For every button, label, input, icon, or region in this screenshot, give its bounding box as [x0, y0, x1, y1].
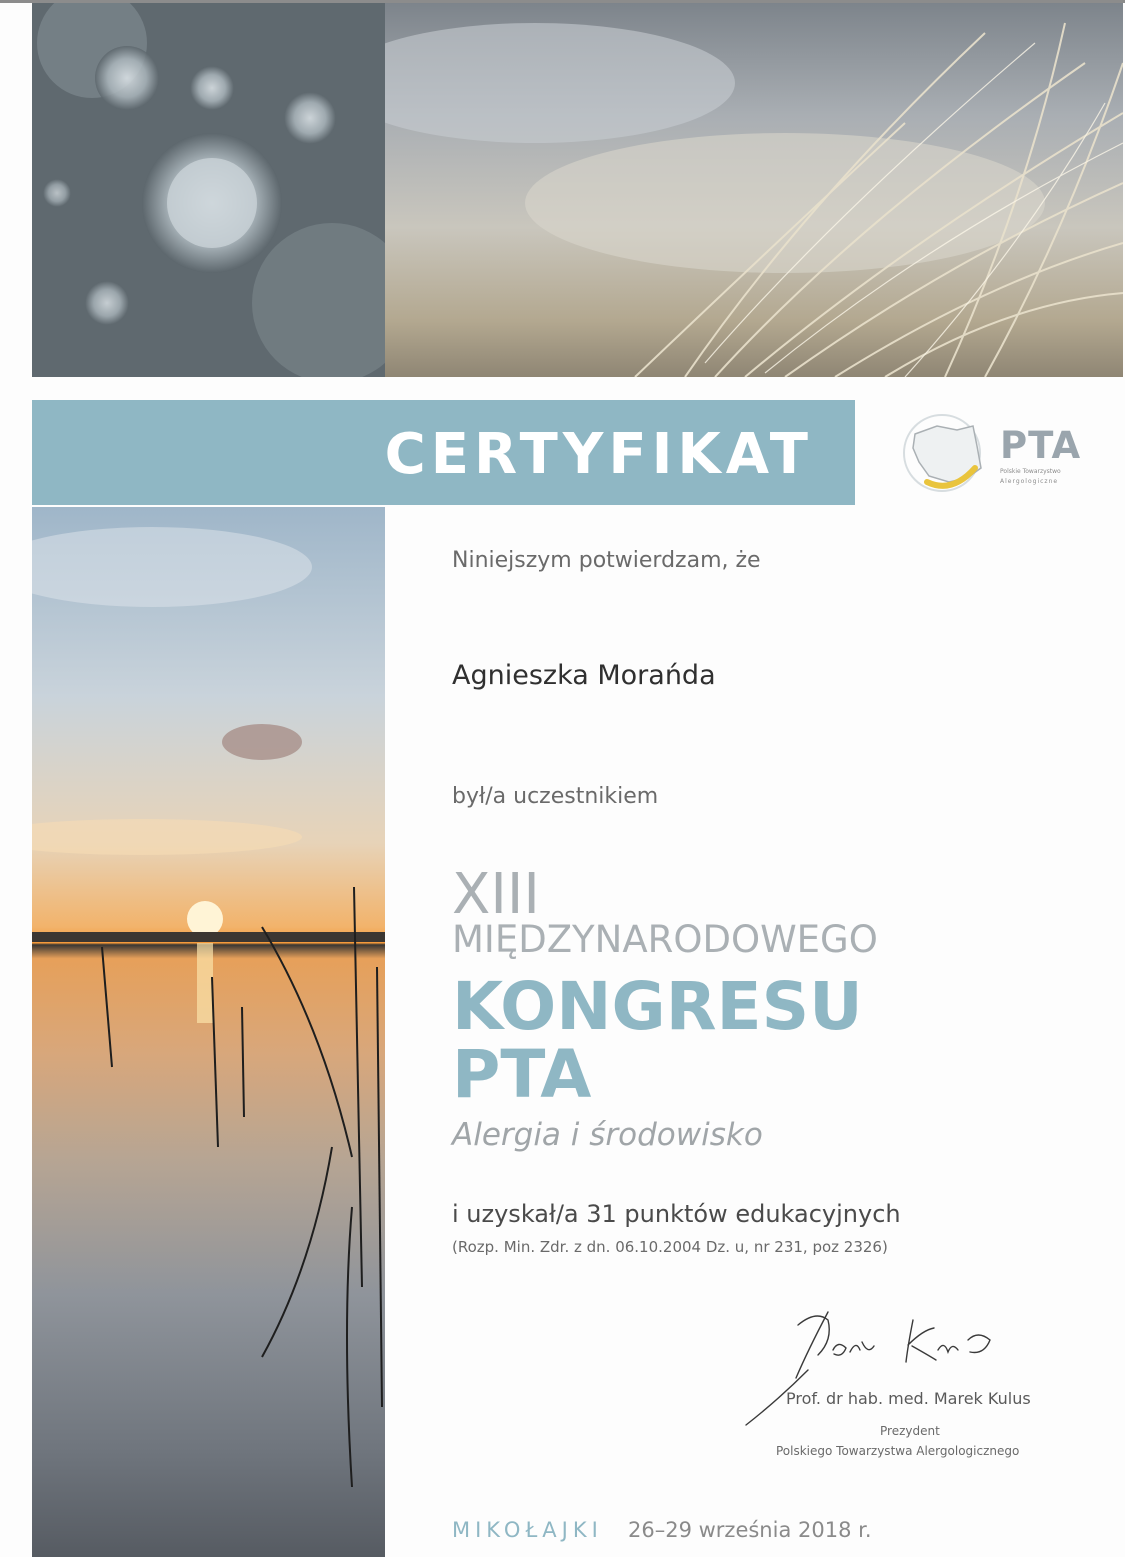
points-text: i uzyskał/a 31 punktów edukacyjnych [452, 1200, 901, 1228]
legal-note: (Rozp. Min. Zdr. z dn. 06.10.2004 Dz. u, nr 231, poz 2326) [452, 1238, 888, 1256]
event-place: MIKOŁAJKI [452, 1518, 603, 1542]
participant-text: był/a uczestnikiem [452, 784, 659, 809]
signer-organization: Polskiego Towarzystwa Alergologicznego [776, 1444, 1020, 1458]
virus-illustration [32, 3, 385, 377]
pta-logo [897, 412, 1109, 494]
event-dates: 26–29 września 2018 r. [628, 1518, 872, 1542]
grass-photo [385, 3, 1123, 377]
event-type: MIĘDZYNARODOWEGO [452, 918, 878, 961]
event-name-line2: PTA [452, 1036, 592, 1113]
handwritten-signature [738, 1300, 1038, 1430]
sunset-illustration [32, 507, 385, 1557]
certificate-title: CERTYFIKAT [384, 422, 813, 487]
event-subtitle: Alergia i środowisko [452, 1117, 763, 1153]
recipient-name: Agnieszka Morańda [452, 660, 716, 691]
signer-name: Prof. dr hab. med. Marek Kulus [786, 1389, 1031, 1408]
event-name-line1: KONGRESU [452, 968, 863, 1045]
event-number: XIII [452, 862, 540, 927]
grass-illustration [385, 3, 1123, 377]
logo-subtitle-2: Alergologiczne [1000, 478, 1059, 485]
virus-photo [32, 3, 385, 377]
logo-text: PTA [1000, 424, 1082, 467]
sunset-lake-photo [32, 507, 385, 1557]
intro-text: Niniejszym potwierdzam, że [452, 548, 761, 573]
signer-role: Prezydent [880, 1424, 940, 1438]
poland-map-icon [897, 412, 997, 494]
title-banner [32, 400, 855, 505]
logo-subtitle-1: Polskie Towarzystwo [1000, 468, 1061, 475]
